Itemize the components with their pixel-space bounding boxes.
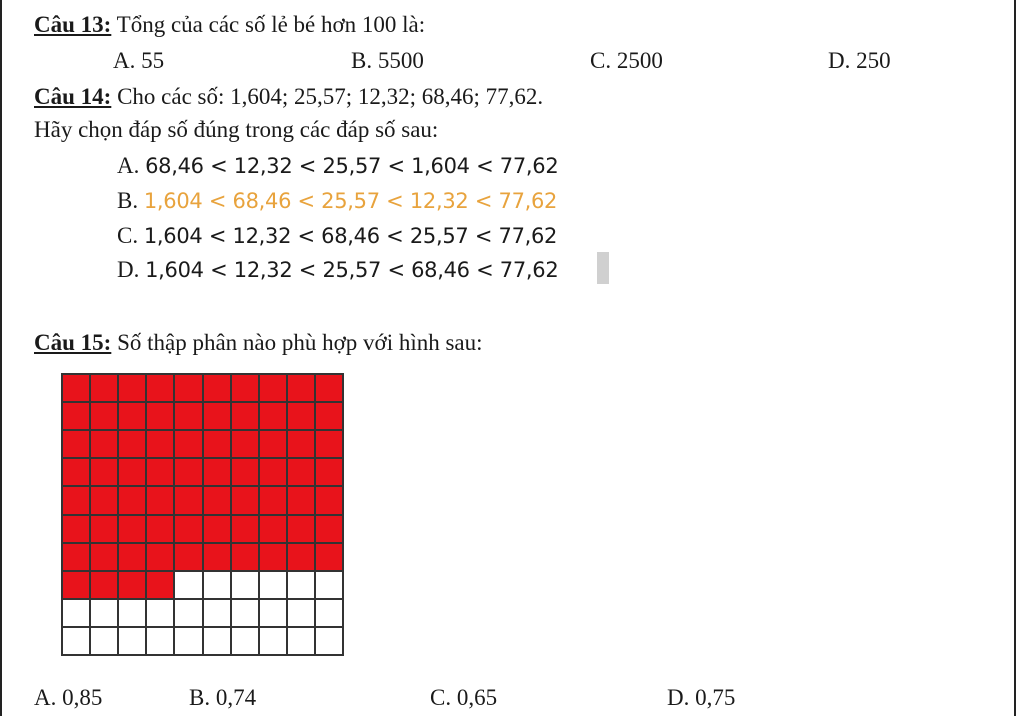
grid-cell-shaded [287,374,315,402]
option-expression: 1,604 < 12,32 < 68,46 < 25,57 < 77,62 [143,224,558,248]
grid-cell-empty [315,571,343,599]
question-13-label: Câu 13: [34,12,112,37]
grid-cell-shaded [146,458,174,486]
q13-option-b: B. 5500 [351,48,424,73]
grid-cell-shaded [174,515,202,543]
grid-cell-empty [174,599,202,627]
question-14-text: Cho các số: 1,604; 25,57; 12,32; 68,46; 77,62. [111,84,544,109]
grid-cell-empty [146,627,174,655]
grid-cell-empty [203,571,231,599]
grid-cell-shaded [62,486,90,514]
grid-cell-empty [231,571,259,599]
grid-cell-shaded [287,458,315,486]
grid-cell-shaded [62,543,90,571]
question-13-text: Tổng của các số lẻ bé hơn 100 là: [111,12,426,37]
grid-cell-shaded [174,374,202,402]
grid-cell-shaded [259,374,287,402]
grid-cell-shaded [203,374,231,402]
grid-cell-shaded [315,515,343,543]
grid-cell-shaded [315,486,343,514]
grid-cell-shaded [118,515,146,543]
grid-cell-empty [203,627,231,655]
grid-cell-shaded [203,486,231,514]
grid-cell-shaded [146,515,174,543]
grid-cell-empty [259,571,287,599]
q14-option-c [117,222,557,250]
grid-cell-shaded [315,402,343,430]
grid-cell-shaded [62,374,90,402]
grid-cell-shaded [259,402,287,430]
grid-cell-empty [62,599,90,627]
grid-cell-shaded [287,486,315,514]
grid-cell-shaded [315,374,343,402]
grid-cell-shaded [62,571,90,599]
grid-cell-shaded [315,543,343,571]
grid-cell-shaded [231,515,259,543]
option-expression-highlighted: 1,604 < 68,46 < 25,57 < 12,32 < 77,62 [143,189,558,213]
grid-cell-shaded [203,402,231,430]
grid-cell-shaded [259,486,287,514]
grid-cell-shaded [231,374,259,402]
grid-cell-shaded [203,430,231,458]
grid-cell-shaded [231,543,259,571]
grid-cell-shaded [90,374,118,402]
grid-cell-shaded [146,543,174,571]
question-15-text: Số thập phân nào phù hợp với hình sau: [111,330,483,355]
grid-cell-shaded [90,486,118,514]
question-14-prompt: Hãy chọn đáp số đúng trong các đáp số sau: [34,117,439,142]
grid-cell-shaded [174,430,202,458]
grid-cell-shaded [62,402,90,430]
grid-cell-shaded [146,571,174,599]
grid-cell-shaded [174,486,202,514]
grid-cell-shaded [174,458,202,486]
grid-cell-empty [259,599,287,627]
q14-option-d [117,256,558,284]
grid-cell-shaded [287,543,315,571]
option-expression: 68,46 < 12,32 < 25,57 < 1,604 < 77,62 [145,154,559,178]
grid-cell-shaded [203,458,231,486]
grid-cell-shaded [174,543,202,571]
grid-cell-empty [203,599,231,627]
grid-cell-shaded [174,402,202,430]
grid-cell-empty [315,599,343,627]
grid-cell-shaded [90,458,118,486]
grid-cell-empty [174,627,202,655]
text-cursor-block [597,252,609,284]
q15-option-a: A. 0,85 [34,685,103,710]
option-letter: C. [117,223,139,248]
grid-cell-empty [118,627,146,655]
q15-option-c: C. 0,65 [430,685,498,710]
grid-cell-shaded [90,430,118,458]
grid-cell-empty [90,627,118,655]
grid-cell-shaded [62,515,90,543]
grid-cell-empty [118,599,146,627]
grid-cell-empty [90,599,118,627]
option-letter: B. [117,188,139,213]
grid-cell-shaded [146,486,174,514]
grid-cell-empty [315,627,343,655]
grid-cell-empty [231,599,259,627]
grid-cell-shaded [118,374,146,402]
question-13 [34,11,425,39]
grid-cell-shaded [259,515,287,543]
grid-cell-shaded [287,515,315,543]
grid-cell-shaded [146,402,174,430]
q14-option-a [117,152,558,180]
q13-option-a: A. 55 [113,48,165,73]
grid-cell-shaded [118,486,146,514]
grid-cell-shaded [231,402,259,430]
grid-cell-shaded [118,458,146,486]
grid-cell-shaded [231,486,259,514]
q14-option-b [117,187,557,215]
q15-option-d: D. 0,75 [667,685,736,710]
option-letter: A. [117,153,140,178]
option-expression: 1,604 < 12,32 < 25,57 < 68,46 < 77,62 [145,258,559,282]
grid-cell-shaded [231,458,259,486]
grid-cell-empty [231,627,259,655]
grid-cell-shaded [118,402,146,430]
grid-cell-shaded [315,430,343,458]
grid-cell-empty [146,599,174,627]
hundred-grid-figure [61,373,344,656]
q13-option-c: C. 2500 [590,48,663,73]
grid-cell-shaded [287,430,315,458]
grid-cell-shaded [259,430,287,458]
grid-cell-empty [287,571,315,599]
grid-cell-empty [174,571,202,599]
question-14 [34,83,543,111]
grid-cell-shaded [259,458,287,486]
grid-cell-shaded [231,430,259,458]
grid-cell-shaded [203,543,231,571]
grid-cell-shaded [315,458,343,486]
grid-cell-shaded [90,515,118,543]
grid-cell-shaded [146,430,174,458]
grid-cell-shaded [90,402,118,430]
grid-cell-shaded [203,515,231,543]
grid-cell-shaded [287,402,315,430]
grid-cell-shaded [146,374,174,402]
grid-cell-shaded [259,543,287,571]
grid-cell-empty [287,627,315,655]
grid-cell-shaded [90,543,118,571]
grid-cell-shaded [90,571,118,599]
grid-cell-empty [287,599,315,627]
grid-cell-empty [259,627,287,655]
option-letter: D. [117,257,140,282]
question-14-label: Câu 14: [34,84,112,109]
q15-option-b: B. 0,74 [189,685,257,710]
grid-cell-shaded [62,430,90,458]
grid-cell-shaded [62,458,90,486]
grid-cell-shaded [118,430,146,458]
grid-cell-empty [62,627,90,655]
question-15 [34,329,483,357]
grid-cell-shaded [118,543,146,571]
grid-cell-shaded [118,571,146,599]
question-15-label: Câu 15: [34,330,112,355]
q13-option-d: D. 250 [828,48,891,73]
